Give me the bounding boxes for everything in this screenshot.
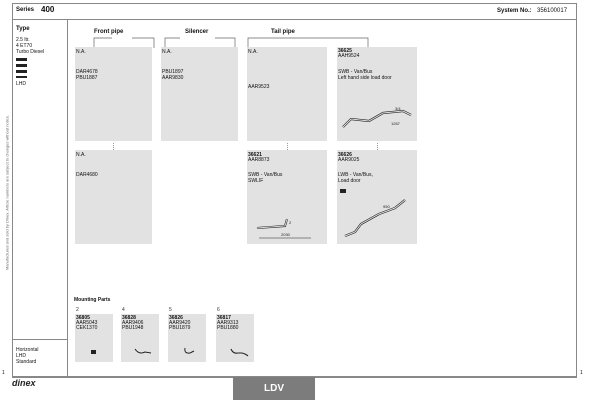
part-desc: Left hand side load door bbox=[338, 75, 392, 81]
series-value: 400 bbox=[41, 5, 55, 14]
part-number: AAR9523 bbox=[248, 84, 270, 90]
header-divider bbox=[12, 19, 577, 20]
mounting-index: 5 bbox=[169, 307, 172, 313]
system-value: 356100017 bbox=[537, 8, 568, 14]
dim-label: 2 bbox=[289, 220, 292, 225]
mounting-item[interactable] bbox=[168, 307, 206, 362]
layout-horizontal: Horizontal bbox=[16, 347, 39, 353]
engine-line-1: 2.5 ltr. bbox=[16, 37, 30, 43]
mounting-title: Mounting Parts bbox=[74, 297, 111, 303]
na-label: N.A. bbox=[162, 49, 172, 55]
dim-label: 2030 bbox=[281, 232, 290, 237]
part-number: DAR4678 bbox=[76, 69, 98, 75]
part-desc: SWB - Van/Bus bbox=[338, 69, 373, 75]
part-ref: AAR9025 bbox=[338, 157, 360, 163]
mounting-ref: AAR9420 bbox=[169, 320, 191, 326]
row-connector bbox=[113, 143, 115, 150]
front-pipe-box-2[interactable] bbox=[75, 150, 152, 244]
na-label: N.A. bbox=[76, 49, 86, 55]
mounting-item[interactable] bbox=[216, 307, 254, 362]
rubber-mount-icon bbox=[89, 348, 99, 356]
part-desc: Load door bbox=[338, 178, 361, 184]
engine-line-3: Turbo Diesel bbox=[16, 49, 45, 55]
mounting-index: 4 bbox=[122, 307, 125, 313]
dim-label: 950 bbox=[383, 204, 390, 209]
clamp-bracket-icon bbox=[228, 345, 250, 357]
mounting-ref: AAR9313 bbox=[217, 320, 239, 326]
part-code: 36626 bbox=[338, 152, 352, 158]
mounting-ref: AAR5043 bbox=[76, 320, 98, 326]
clamp-icon bbox=[340, 189, 346, 193]
row-connector bbox=[287, 143, 289, 150]
mounting-code: 36805 bbox=[76, 315, 90, 321]
sidebar-bottom-divider bbox=[12, 339, 68, 340]
part-ref: AAH9524 bbox=[338, 53, 360, 59]
vehicle-silhouette-icon bbox=[16, 57, 30, 79]
vehicle-icons bbox=[16, 57, 30, 84]
mounting-ref: CEK1370 bbox=[76, 325, 98, 331]
sidebar-divider bbox=[67, 19, 68, 377]
dim-label: 1267 bbox=[391, 121, 400, 126]
mounting-ref: AAR9406 bbox=[122, 320, 144, 326]
tail-pipe-box-2[interactable] bbox=[247, 150, 327, 244]
part-number: DAR4680 bbox=[76, 172, 98, 178]
mounting-item[interactable] bbox=[75, 307, 113, 362]
mounting-code: 36826 bbox=[169, 315, 183, 321]
part-number: PBU1887 bbox=[76, 75, 98, 81]
system-label: System No.: bbox=[497, 8, 532, 14]
pipe-diagram bbox=[339, 105, 417, 137]
page-number-right: 1 bbox=[580, 370, 583, 376]
column-tail-pipe: Tail pipe bbox=[271, 29, 295, 35]
part-number: AAR9830 bbox=[162, 75, 184, 81]
bracket-icon bbox=[133, 346, 153, 356]
brand-tab: LDV bbox=[233, 377, 315, 400]
layout-lhd: LHD bbox=[16, 353, 27, 359]
mounting-ref: PBU1879 bbox=[169, 325, 191, 331]
mounting-code: 36828 bbox=[122, 315, 136, 321]
tail-pipe-box-col4-1[interactable] bbox=[337, 47, 417, 141]
mounting-item[interactable] bbox=[121, 307, 159, 362]
pipe-diagram bbox=[249, 216, 327, 242]
part-ref: AAR8873 bbox=[248, 157, 270, 163]
part-code: 36621 bbox=[248, 152, 262, 158]
na-label: N.A. bbox=[76, 152, 86, 158]
silencer-box-1[interactable] bbox=[161, 47, 238, 141]
dinex-logo: dinex bbox=[12, 378, 36, 388]
column-front-pipe: Front pipe bbox=[94, 29, 124, 35]
dim-label: 3/4 bbox=[395, 106, 401, 111]
mounting-code: 36817 bbox=[217, 315, 231, 321]
part-desc: SWB - Van/Bus bbox=[248, 172, 283, 178]
engine-line-2: 4 ET70 bbox=[16, 43, 33, 49]
type-label: Type bbox=[16, 26, 30, 32]
pipe-diagram bbox=[339, 184, 417, 242]
hanger-icon bbox=[182, 346, 196, 356]
mounting-ref: PBU1948 bbox=[122, 325, 144, 331]
row-connector bbox=[377, 143, 379, 150]
part-number: PBU1897 bbox=[162, 69, 184, 75]
mounting-index: 2 bbox=[76, 307, 79, 313]
part-desc: LWB - Van/Bus, bbox=[338, 172, 373, 178]
engine-line-4: LHD bbox=[16, 81, 27, 87]
part-desc: SWLIF bbox=[248, 178, 264, 184]
page-number-left: 1 bbox=[2, 370, 5, 376]
column-silencer: Silencer bbox=[185, 29, 209, 35]
series-label: Series bbox=[16, 7, 35, 13]
na-label: N.A. bbox=[248, 49, 258, 55]
mounting-index: 6 bbox=[217, 307, 220, 313]
tail-pipe-box-1[interactable] bbox=[247, 47, 327, 141]
mounting-ref: PBU1880 bbox=[217, 325, 239, 331]
layout-standard: Standard bbox=[16, 359, 37, 365]
side-note: Manufactured and sold by Dinex. Article numbers are subject to changes without notice. bbox=[4, 114, 10, 271]
tail-pipe-box-col4-2[interactable] bbox=[337, 150, 417, 244]
front-pipe-box-1[interactable] bbox=[75, 47, 152, 141]
part-code: 36625 bbox=[338, 48, 352, 54]
